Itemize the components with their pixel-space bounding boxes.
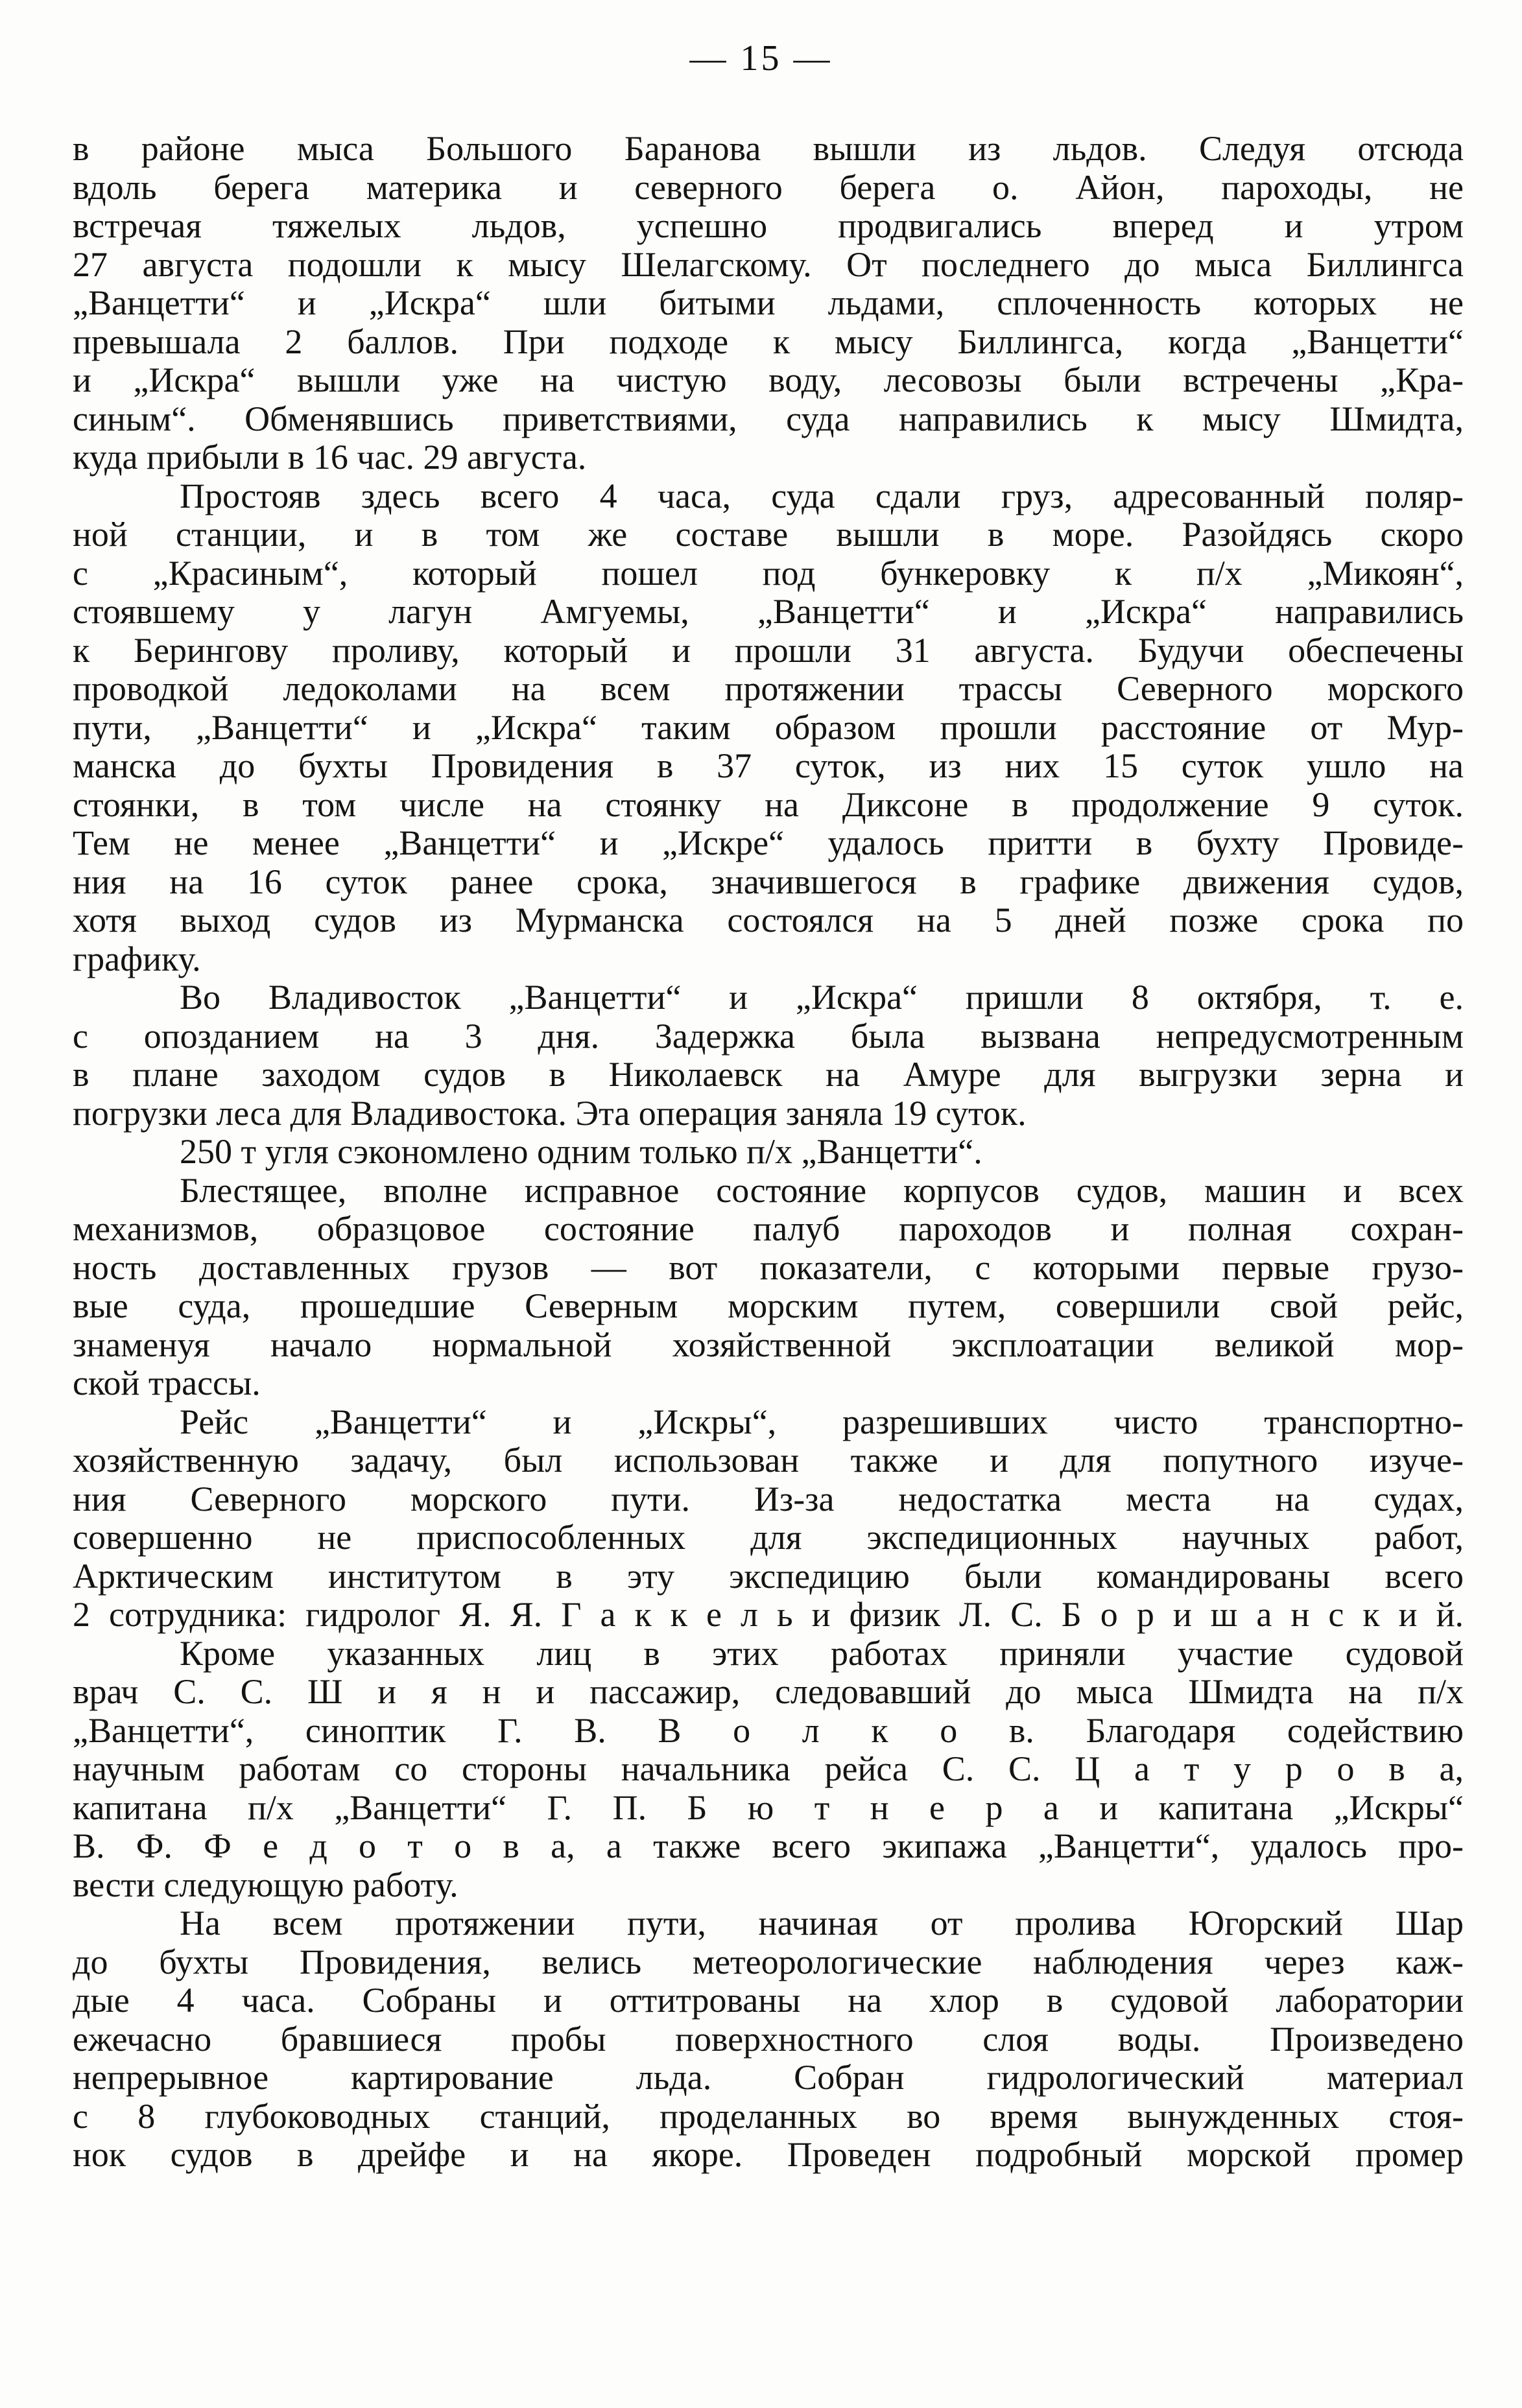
text-line: пути, „Ванцетти“ и „Искра“ таким образом прошли расстояние от Мур- bbox=[73, 708, 1464, 747]
text-line: На всем протяжении пути, начиная от пролива Югорский Шар bbox=[180, 1904, 1464, 1942]
text-line: стоянки, в том числе на стоянку на Диксоне в продолжение 9 суток. bbox=[73, 785, 1464, 824]
text-line: совершенно не приспособленных для экспедиционных научных работ, bbox=[73, 1518, 1464, 1557]
text-line: ния Северного морского пути. Из-за недостатка места на судах, bbox=[73, 1480, 1464, 1518]
text-line: ность доставленных грузов — вот показатели, с которыми первые грузо- bbox=[73, 1248, 1464, 1287]
text-line: Блестящее, вполне исправное состояние корпусов судов, машин и всех bbox=[180, 1171, 1464, 1210]
text-line: 250 т угля сэкономлено одним только п/х „Ванцетти“. bbox=[180, 1133, 982, 1171]
text-line: нок судов в дрейфе и на якоре. Проведен подробный морской промер bbox=[73, 2136, 1464, 2174]
text-line: погрузки леса для Владивостока. Эта операция заняла 19 суток. bbox=[73, 1094, 1027, 1133]
text-line: хотя выход судов из Мурманска состоялся на 5 дней позже срока по bbox=[73, 901, 1464, 939]
text-line: 2 сотрудника: гидролог Я. Я. Г а к к е л ь и физик Л. С. Б о р и ш а н с к и й. bbox=[73, 1596, 1464, 1634]
text-line: Простояв здесь всего 4 часа, суда сдали груз, адресованный поляр- bbox=[180, 477, 1464, 515]
text-line: к Берингову проливу, который и прошли 31 августа. Будучи обеспечены bbox=[73, 631, 1464, 670]
text-line: механизмов, образцовое состояние палуб пароходов и полная сохран- bbox=[73, 1210, 1464, 1248]
text-line: ной станции, и в том же составе вышли в море. Разойдясь скоро bbox=[73, 515, 1464, 554]
text-line: в плане заходом судов в Николаевск на Амуре для выгрузки зерна и bbox=[73, 1056, 1464, 1094]
text-line: ской трассы. bbox=[73, 1364, 261, 1402]
text-line: с „Красиным“, который пошел под бункеровку к п/х „Микоян“, bbox=[73, 554, 1464, 593]
text-line: ежечасно бравшиеся пробы поверхностного слоя воды. Произведено bbox=[73, 2020, 1464, 2059]
text-line: вести следующую работу. bbox=[73, 1865, 458, 1904]
text-line: с 8 глубоководных станций, проделанных во время вынужденных стоя- bbox=[73, 2097, 1464, 2136]
text-line: с опозданием на 3 дня. Задержка была вызвана непредусмотренным bbox=[73, 1017, 1464, 1056]
text-line: Арктическим институтом в эту экспедицию были командированы всего bbox=[73, 1557, 1464, 1596]
page-number: — 15 — bbox=[689, 38, 833, 78]
text-line: ния на 16 суток ранее срока, значившегося в графике движения судов, bbox=[73, 862, 1464, 901]
text-line: В. Ф. Ф е д о т о в а, а также всего экипажа „Ванцетти“, удалось про- bbox=[73, 1827, 1464, 1865]
text-line: манска до бухты Провидения в 37 суток, из них 15 суток ушло на bbox=[73, 747, 1464, 785]
text-line: врач С. С. Ш и я н и пассажир, следовавший до мыса Шмидта на п/х bbox=[73, 1673, 1464, 1711]
text-line: „Ванцетти“ и „Искра“ шли битыми льдами, сплоченность которых не bbox=[73, 284, 1464, 322]
text-line: вые суда, прошедшие Северным морским путем, совершили свой рейс, bbox=[73, 1287, 1464, 1325]
text-line: 27 августа подошли к мысу Шелагскому. От последнего до мыса Биллингса bbox=[73, 245, 1464, 284]
text-line: Кроме указанных лиц в этих работах приняли участие судовой bbox=[180, 1634, 1464, 1673]
text-line: проводкой ледоколами на всем протяжении трассы Северного морского bbox=[73, 670, 1464, 708]
text-line: встречая тяжелых льдов, успешно продвигались вперед и утром bbox=[73, 207, 1464, 245]
text-line: Рейс „Ванцетти“ и „Искры“, разрешивших чисто транспортно- bbox=[180, 1402, 1464, 1441]
body-text bbox=[73, 130, 1464, 2175]
text-line: знаменуя начало нормальной хозяйственной эксплоатации великой мор- bbox=[73, 1325, 1464, 1364]
text-line: и „Искра“ вышли уже на чистую воду, лесовозы были встречены „Кра- bbox=[73, 361, 1464, 399]
text-line: Во Владивосток „Ванцетти“ и „Искра“ пришли 8 октября, т. е. bbox=[180, 978, 1464, 1017]
text-line: до бухты Провидения, велись метеорологические наблюдения через каж- bbox=[73, 1942, 1464, 1981]
text-line: хозяйственную задачу, был использован также и для попутного изуче- bbox=[73, 1441, 1464, 1480]
text-line: куда прибыли в 16 час. 29 августа. bbox=[73, 438, 587, 477]
text-line: в районе мыса Большого Баранова вышли из льдов. Следуя отсюда bbox=[73, 130, 1464, 168]
text-line: превышала 2 баллов. При подходе к мысу Биллингса, когда „Ванцетти“ bbox=[73, 322, 1464, 361]
text-line: вдоль берега материка и северного берега о. Айон, пароходы, не bbox=[73, 168, 1464, 207]
text-line: дые 4 часа. Собраны и оттитрованы на хлор в судовой лаборатории bbox=[73, 1981, 1464, 2020]
text-line: „Ванцетти“, синоптик Г. В. В о л к о в. Благодаря содействию bbox=[73, 1711, 1464, 1750]
text-line: капитана п/х „Ванцетти“ Г. П. Б ю т н е р а и капитана „Искры“ bbox=[73, 1788, 1464, 1827]
text-line: непрерывное картирование льда. Собран гидрологический материал bbox=[73, 2059, 1464, 2097]
text-line: синым“. Обменявшись приветствиями, суда направились к мысу Шмидта, bbox=[73, 399, 1464, 438]
text-line: научным работам со стороны начальника рейса С. С. Ц а т у р о в а, bbox=[73, 1750, 1464, 1788]
text-line: стоявшему у лагун Амгуемы, „Ванцетти“ и „Искра“ направились bbox=[73, 593, 1464, 631]
text-line: Тем не менее „Ванцетти“ и „Искре“ удалось притти в бухту Провиде- bbox=[73, 824, 1464, 862]
text-line: графику. bbox=[73, 939, 201, 978]
